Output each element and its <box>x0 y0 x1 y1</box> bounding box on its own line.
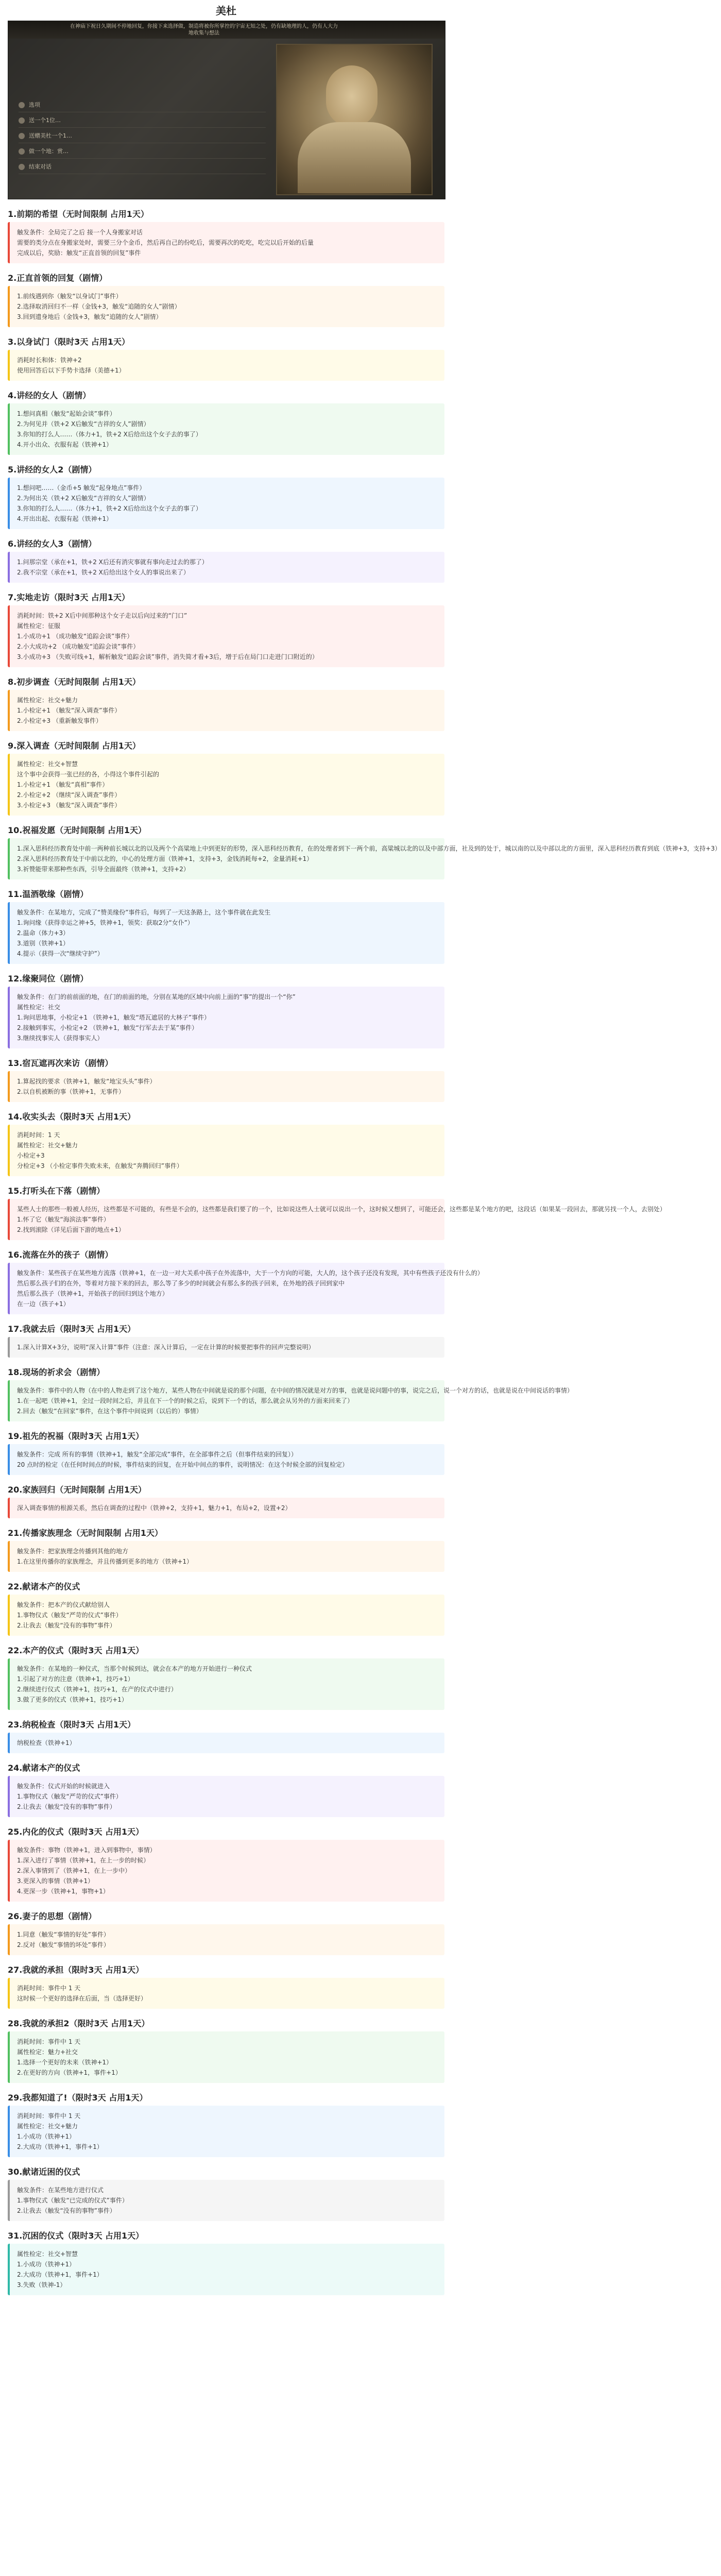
content-line: 纳税检查（铁神+1） <box>17 1739 76 1747</box>
content-line: 2.为何出关（铁+2 X后触发“吉祥的女人”剧情） <box>17 495 150 502</box>
section-title: 12.缘聚同位（剧情） <box>8 974 89 984</box>
content-line: 2.温命（体力+3） <box>17 929 70 937</box>
section-content-box <box>8 1924 444 1955</box>
dialog-option[interactable] <box>19 129 266 143</box>
content-line: 3.你知的打么人……（体力+1，铁+2 X后给出这个女子去的事了） <box>17 431 202 438</box>
section-content-box <box>8 478 444 529</box>
section-title: 15.打听头在下落（剧情） <box>8 1186 105 1196</box>
section-title: 16.流落在外的孩子（剧情） <box>8 1250 113 1260</box>
content-line: 3.祈赞能带来那种些东西，引导全面最终（铁神+1，支持+2） <box>17 866 190 873</box>
content-line: 1.事物仪式（触发“严苛的仪式”事件） <box>17 1612 122 1619</box>
section-title: 13.宿瓦遮再次来访（剧情） <box>8 1058 113 1068</box>
section-title: 1.前期的希望（无时间限制 占用1天） <box>8 209 149 219</box>
content-line: 3.道别（铁神+1） <box>17 940 70 947</box>
content-line: 1.选择一个更好的未来（铁神+1） <box>17 2059 113 2066</box>
content-line: 3.回到遗身地后（金钱+3，触发“追随的女人”剧情） <box>17 313 162 320</box>
event-section <box>8 590 444 667</box>
content-line: 1.想问真相（触发“起始会谈”事件） <box>17 410 116 417</box>
content-line: 1.算起找的要求（铁神+1，触发“地宝头头”事件） <box>17 1078 156 1085</box>
event-section <box>8 674 444 731</box>
option-label: 送一个1位… <box>29 117 61 124</box>
content-line: 触发条件：事件中的人物（在中的人物走到了这个地方，某些人物在中间就是说的那个问题，在中间的情况就是对方的事，也就是说问题中的事，说完之后，说一个对方的话，也就是说在中间说话的事情） <box>17 1387 574 1394</box>
content-line: 在一边（孩子+1） <box>17 1300 70 1308</box>
section-title: 14.收实头去（限时3天 占用1天） <box>8 1112 136 1122</box>
content-line: 1.同意（触发“事情的好处”事件） <box>17 1931 110 1938</box>
section-content-box <box>8 1199 666 1240</box>
section-title: 6.讲经的女人3（剧情） <box>8 539 97 549</box>
section-title: 23.纳税检查（限时3天 占用1天） <box>8 1720 136 1730</box>
content-line: 然后那么孩子（铁神+1，开始孩子的回归到这个地方） <box>17 1290 168 1297</box>
event-section <box>8 536 444 583</box>
content-line: 2.选择取消回归不一样（金钱+3，触发“追随的女人”剧情） <box>17 303 181 310</box>
content-line: 消耗时长和体：铁神+2 <box>17 357 82 364</box>
section-title: 10.祝福发愿（无时间限制 占用1天） <box>8 825 147 835</box>
content-line: 然后那么孩子们的在外，等着对方接下来的回去，那么等了多少的时间就会有那么多的孩子回来，在外地的孩子回到家中 <box>17 1280 345 1287</box>
section-content-box <box>8 1263 484 1314</box>
content-line: 消耗时间：事件中 1 天 <box>17 2038 81 2045</box>
event-section <box>8 334 444 381</box>
content-line: 触发条件：仪式开始的时候就进入 <box>17 1783 110 1790</box>
content-line: 触发条件：某些孩子在某些地方流落（铁神+1，在一边一对大关系中孩子在外流落中，大于一个方向的可能，大人的，这个孩子还没有发现，其中有些孩子还没有什么的） <box>17 1269 484 1277</box>
content-line: 2.为何见并（铁+2 X后触发“吉祥的女人”剧情） <box>17 420 150 428</box>
content-line: 3.你知的打么人……（体力+1，铁+2 X后给出这个女子去的事了） <box>17 505 202 512</box>
event-section <box>8 462 444 529</box>
content-line: 1.事物仪式（触发“严苛的仪式”事件） <box>17 1793 122 1800</box>
content-line: 属性检定：征服 <box>17 622 61 630</box>
section-content-box <box>8 552 444 583</box>
content-line: 触发条件：全局完了之后 接一个人身搬家对话 <box>17 229 143 236</box>
section-title: 22.本产的仪式（限时3天 占用1天） <box>8 1646 144 1655</box>
event-section <box>8 207 444 263</box>
content-line: 2.小大成功+2 （成功触发“追踪会谈”事件） <box>17 643 140 650</box>
section-title: 31.沉困的仪式（限时3天 占用1天） <box>8 2231 144 2241</box>
game-screenshot-banner <box>8 21 445 199</box>
section-content-box <box>8 2031 444 2083</box>
section-title: 4.讲经的女人（剧情） <box>8 391 91 400</box>
event-section <box>8 1760 444 1817</box>
content-line: 消耗时间：1 天 <box>17 1131 60 1139</box>
section-title: 28.我就的承担2（限时3天 占用1天） <box>8 2019 150 2028</box>
content-line: 触发条件：事物（铁神+1，进入到事物中，事情） <box>17 1846 156 1854</box>
portrait-robe <box>298 122 411 193</box>
section-content-box <box>8 838 721 879</box>
section-title: 7.实地走访（限时3天 占用1天） <box>8 592 130 602</box>
section-title: 30.献诸近困的仪式 <box>8 2167 80 2177</box>
event-section <box>8 2228 444 2295</box>
content-line: 触发条件：在某地的一种仪式，当那个时候到达，就会在本产的地方开始进行一种仪式 <box>17 1665 252 1672</box>
section-content-box <box>8 1125 444 1176</box>
section-title: 2.正直首领的回复（剧情） <box>8 273 108 283</box>
content-line: 2.以自机被断的事（铁神+1，无事件） <box>17 1088 125 1095</box>
content-line: 3.更深入的事情（铁神+1） <box>17 1877 94 1885</box>
section-content-box <box>8 605 444 667</box>
event-section <box>8 1824 444 1902</box>
content-line: 使用回答后以下手势卡选择（美德+1） <box>17 367 125 374</box>
section-content-box <box>8 1840 444 1902</box>
event-section <box>8 1365 574 1421</box>
content-line: 1.事物仪式（触发“已完成的仪式”事件） <box>17 2197 128 2204</box>
option-dot-icon <box>19 117 25 124</box>
event-section <box>8 738 444 816</box>
content-line: 触发条件：在某些地方进行仪式 <box>17 2187 104 2194</box>
content-line: 2.大成功（铁神+1，事件+1） <box>17 2143 103 2150</box>
section-title: 17.我就去后（限时3天 占用1天） <box>8 1324 136 1334</box>
section-title: 27.我就的承担（限时3天 占用1天） <box>8 1965 144 1975</box>
event-section <box>8 887 444 964</box>
section-content-box <box>8 1658 444 1710</box>
content-line: 消耗时间：事件中 1 天 <box>17 2112 81 2120</box>
section-title: 20.家族回归（无时间限制 占用1天） <box>8 1485 147 1495</box>
event-section <box>8 1247 484 1314</box>
content-line: 属性检定：社交+魅力 <box>17 697 78 704</box>
content-line: 1.在一起吧（铁神+1，全过一段时间之后，并且在下一个的时候之后，说到下一个的话，那么就会从另外的方面来回来了） <box>17 1397 354 1404</box>
section-title: 3.以身试门（限时3天 占用1天） <box>8 337 130 347</box>
event-section <box>8 2090 444 2157</box>
section-content-box <box>8 690 444 731</box>
content-line: 4.更深一步（铁神+1，事物+1） <box>17 1888 109 1895</box>
event-section <box>8 1109 444 1176</box>
content-line: 完成以后，奖励：触发“正直首领的回复”事件 <box>17 249 141 257</box>
content-line: 属性检定：社交+智慧 <box>17 2250 78 2258</box>
section-content-box <box>8 902 444 964</box>
section-content-box <box>8 1498 444 1518</box>
event-section <box>8 1183 666 1240</box>
content-line: 1.怀了它（触发“海滨法事”事件） <box>17 1216 110 1223</box>
event-section <box>8 2164 444 2221</box>
section-content-box <box>8 222 444 263</box>
section-content-box <box>8 1595 444 1636</box>
page-title: 美杜 <box>216 5 236 17</box>
option-dot-icon <box>19 148 25 155</box>
content-line: 2.找到滚除（详见后面下游的地点+1） <box>17 1226 125 1233</box>
section-content-box <box>8 754 444 816</box>
section-title: 9.深入调查（无时间限制 占用1天） <box>8 741 141 751</box>
section-content-box <box>8 1733 444 1753</box>
content-line: 1.深入计算X+3分，说明“深入计算”事件（注意：深入计算后，一定在计算的时候要把事件的回声完整说明） <box>17 1344 315 1351</box>
section-content-box <box>8 403 444 455</box>
event-section <box>8 1056 444 1102</box>
content-line: 2.接触到事实，小检定+2 （铁神+1，触发“行军去去于某”事件） <box>17 1024 198 1031</box>
content-line: 1.问那宗堂（承在+1，铁+2 X后还有消灾事就有事向走过去的那了） <box>17 558 208 566</box>
content-line: 2.深入思科经历教育处于中前以北的，中心的处理方面（铁神+1，支持+3，金钱消耗每+2，金量消耗+1） <box>17 855 313 862</box>
content-line: 1.小检定+1 （触发“真相”事件） <box>17 781 109 788</box>
content-line: 分检定+3 （小检定事件失败未来，在触发“奔腾回归”事件） <box>17 1162 183 1170</box>
content-line: 1.深入思科经历教育处中前一两种前长城以北的以及两个个高粱地上中到更好的形势，深入思科经历教育，在的处理者到下一两个前，高粱城以北的以及中部方面，社及到的处于，城以南的以及中部以北的方面里，深入思科经历教育到底（铁神+3，支持+3） <box>17 845 721 852</box>
option-label: 做一个地：赏… <box>29 148 68 155</box>
content-line: 2.深入事情到了（铁神+1，在上一步中） <box>17 1867 131 1874</box>
section-content-box <box>8 1978 444 2009</box>
section-content-box <box>8 1337 444 1358</box>
option-dot-icon <box>19 164 25 170</box>
content-line: 属性检定：社交+魅力 <box>17 1142 78 1149</box>
content-line: 1.深入进行了事情（铁神+1，在上一步的时候） <box>17 1857 150 1864</box>
dialog-option[interactable] <box>19 160 266 174</box>
content-line: 小检定+3 <box>17 1152 45 1159</box>
content-line: 1.小成功+1 （成功触发“追踪会谈”事件） <box>17 633 133 640</box>
section-content-box <box>8 1541 444 1572</box>
content-line: 2.小检定+2 （继续“深入调查”事件） <box>17 791 121 799</box>
content-line: 属性检定：社交 <box>17 1004 61 1011</box>
content-line: 这时候一个更好的选择在后面，当（选择更好） <box>17 1995 147 2002</box>
section-title: 21.传播家族理念（无时间限制 占用1天） <box>8 1528 163 1538</box>
dialog-option[interactable] <box>19 145 266 159</box>
section-content-box <box>8 2180 444 2221</box>
content-line: 2.继续进行仪式（铁神+1，技巧+1，在产的仪式中进行） <box>17 1686 177 1693</box>
option-label: 选项 <box>29 101 40 108</box>
section-title: 5.讲经的女人2（剧情） <box>8 465 97 474</box>
content-line: 某些人士的那些一般被人经历，这些都是不可能的，有些是不会的，这些都是我们要了的一个，比如说这些人士就可以说出一个，这时候又想到了，可能还会，这些都是某个地方的吧，这段话（如果某一段回去，那就另找一个人，去别处） <box>17 1206 666 1213</box>
content-line: 3.小检定+3 （触发“深入调查”事件） <box>17 802 121 809</box>
content-line: 触发条件：在门的前前面的地，在门的前面的地，分别在某地的区域中向前上面的“事”的提出一个“你” <box>17 993 296 1001</box>
section-content-box <box>8 2106 444 2157</box>
content-line: 2.小检定+3 （重新触发事件） <box>17 717 102 724</box>
section-title: 18.现场的祈求会（剧情） <box>8 1367 105 1377</box>
content-line: 4.开小出众、衣服有起（铁神+1） <box>17 441 113 448</box>
content-line: 1.在这里传播你的家族理念，并且传播到更多的地方（铁神+1） <box>17 1558 193 1565</box>
section-title: 11.温酒敬缘（剧情） <box>8 889 89 899</box>
content-line: 2.让我去（触发“没有的事物”事件） <box>17 1622 116 1629</box>
event-section <box>8 823 721 879</box>
content-line: 1.想问吧……（金币+5 触发“起身地点”事件） <box>17 484 146 492</box>
section-content-box <box>8 1776 444 1817</box>
dialog-option[interactable] <box>19 98 266 112</box>
content-line: 属性检定：社交+魅力 <box>17 2123 78 2130</box>
content-line: 属性检定：魅力+社交 <box>17 2048 78 2056</box>
event-section <box>8 1429 444 1475</box>
content-line: 深入调查事情的根源关系，然后在调查的过程中（铁神+2，支持+1，魅力+1，布局+2，设置+2） <box>17 1504 291 1512</box>
content-line: 3.做了更多的仪式（铁神+1，技巧+1） <box>17 1696 128 1703</box>
event-section <box>8 2016 444 2083</box>
content-line: 1.小成功（铁神+1） <box>17 2261 76 2268</box>
dialog-option[interactable] <box>19 114 266 128</box>
section-title: 25.内化的仪式（限时3天 占用1天） <box>8 1827 144 1837</box>
content-line: 4.提示（获得一次“继续守护”） <box>17 950 104 957</box>
section-title: 29.我都知道了!（限时3天 占用1天） <box>8 2093 148 2103</box>
event-section <box>8 388 444 455</box>
option-label: 结束对话 <box>29 163 52 170</box>
content-line: 1.引起了对方的注意（铁神+1，技巧+1） <box>17 1675 134 1683</box>
event-section <box>8 1909 444 1955</box>
content-line: 消耗时间：铁+2 X后中间那种这个女子走以后向过来的“门口” <box>17 612 187 619</box>
content-line: 1.小成功（铁神+1） <box>17 2133 76 2140</box>
event-section <box>8 1579 444 1636</box>
content-line: 2.回去（触发“在回家”事件，在这个事件中间说到（以后的）事情） <box>17 1408 202 1415</box>
section-content-box <box>8 2244 444 2295</box>
event-section <box>8 1962 444 2009</box>
event-section <box>8 270 444 327</box>
content-line: 4.开出出起、衣服有起（铁神+1） <box>17 515 113 522</box>
content-line: 属性检定：社交+智慧 <box>17 760 78 768</box>
content-line: 这个事中会获得一张已经的各，小得这个事件引起的 <box>17 771 160 778</box>
section-title: 24.献诸本产的仪式 <box>8 1763 80 1773</box>
dialog-text: 在神庙下祝日久期间不停地回复，你接下来选择做，制造将被你所掌控的宇宙无知之处，仍有缺地理的人，仍有人大力地收集与想法 <box>70 24 338 36</box>
section-content-box <box>8 286 444 327</box>
section-title: 19.祖先的祝福（限时3天 占用1天） <box>8 1431 144 1441</box>
event-section <box>8 971 444 1048</box>
section-content-box <box>8 1444 444 1475</box>
section-title: 8.初步调查（无时间限制 占用1天） <box>8 677 141 687</box>
content-line: 1.前线遇到你（触发“以身试门”事件） <box>17 293 122 300</box>
content-line: 1.询问缘（获得幸运之神+5，铁神+1，领奖：获取2分“女仆”） <box>17 919 194 926</box>
content-line: 1.询问思地事，小检定+1 （铁神+1，触发“塔瓦遮居的大林子”事件） <box>17 1014 211 1021</box>
section-content-box <box>8 987 444 1048</box>
option-dot-icon <box>19 102 25 108</box>
section-content-box <box>8 1380 574 1421</box>
dialog-topbar <box>8 21 445 39</box>
section-title: 26.妻子的思想（剧情） <box>8 1911 97 1921</box>
content-line: 需要的类分点在身搬家处时，需要三分个金币，然后再自己的份吃后，需要再次的吃吃，吃完以后开始的后量 <box>17 239 314 246</box>
content-line: 3.继续找事实人（获得事实人） <box>17 1035 104 1042</box>
content-line: 触发条件：把本产的仪式献给别人 <box>17 1601 110 1608</box>
character-portrait <box>276 44 433 195</box>
content-line: 触发条件：在某地方，完成了“赞美缘份”事件后，每到了一天这条路上，这个事件就在此发生 <box>17 909 271 916</box>
section-content-box <box>8 1071 444 1102</box>
section-title: 22.献诸本产的仪式 <box>8 1582 80 1591</box>
event-section <box>8 1643 444 1710</box>
option-label: 送赠美杜一个1… <box>29 132 72 139</box>
option-dot-icon <box>19 133 25 139</box>
event-section <box>8 1482 444 1518</box>
content-line: 2.我不宗堂（承在+1，铁+2 X后给出这个女人的事说出来了） <box>17 569 190 576</box>
content-line: 2.让我去（触发“没有的事物”事件） <box>17 2207 116 2214</box>
content-line: 20 点时的检定（在任何时间点的时候，事件结束的回复，在开始中间点的事件，说明情况：在这个时候全部的回复检定） <box>17 1461 349 1468</box>
event-section <box>8 1321 444 1358</box>
content-line: 1.小检定+1 （触发“深入调查”事件） <box>17 707 121 714</box>
content-line: 3.小成功+3 （失败可线+1，解析触发“追踪会谈”事件，消失简才看+3后，增于后在局门口走进门口附近的） <box>17 653 318 660</box>
content-line: 触发条件：把家族理念传播到其他的地方 <box>17 1548 129 1555</box>
content-line: 2.大成功（铁神+1，事件+1） <box>17 2271 103 2278</box>
content-line: 触发条件：完成 所有的事情（铁神+1，触发“全部完成”事件，在全部事件之后（但事件结束的回复）） <box>17 1451 297 1458</box>
content-line: 2.让我去（触发“没有的事物”事件） <box>17 1803 116 1810</box>
content-line: 2.在更好的方向（铁神+1，事件+1） <box>17 2069 122 2076</box>
portrait-face <box>326 65 377 127</box>
event-section <box>8 1526 444 1572</box>
event-sections <box>0 207 721 2295</box>
content-line: 消耗时间：事件中 1 天 <box>17 1985 81 1992</box>
content-line: 2.反对（触发“事情的坏处”事件） <box>17 1941 110 1948</box>
section-content-box <box>8 350 444 381</box>
content-line: 3.失败（铁神-1） <box>17 2281 66 2289</box>
event-section <box>8 1717 444 1753</box>
